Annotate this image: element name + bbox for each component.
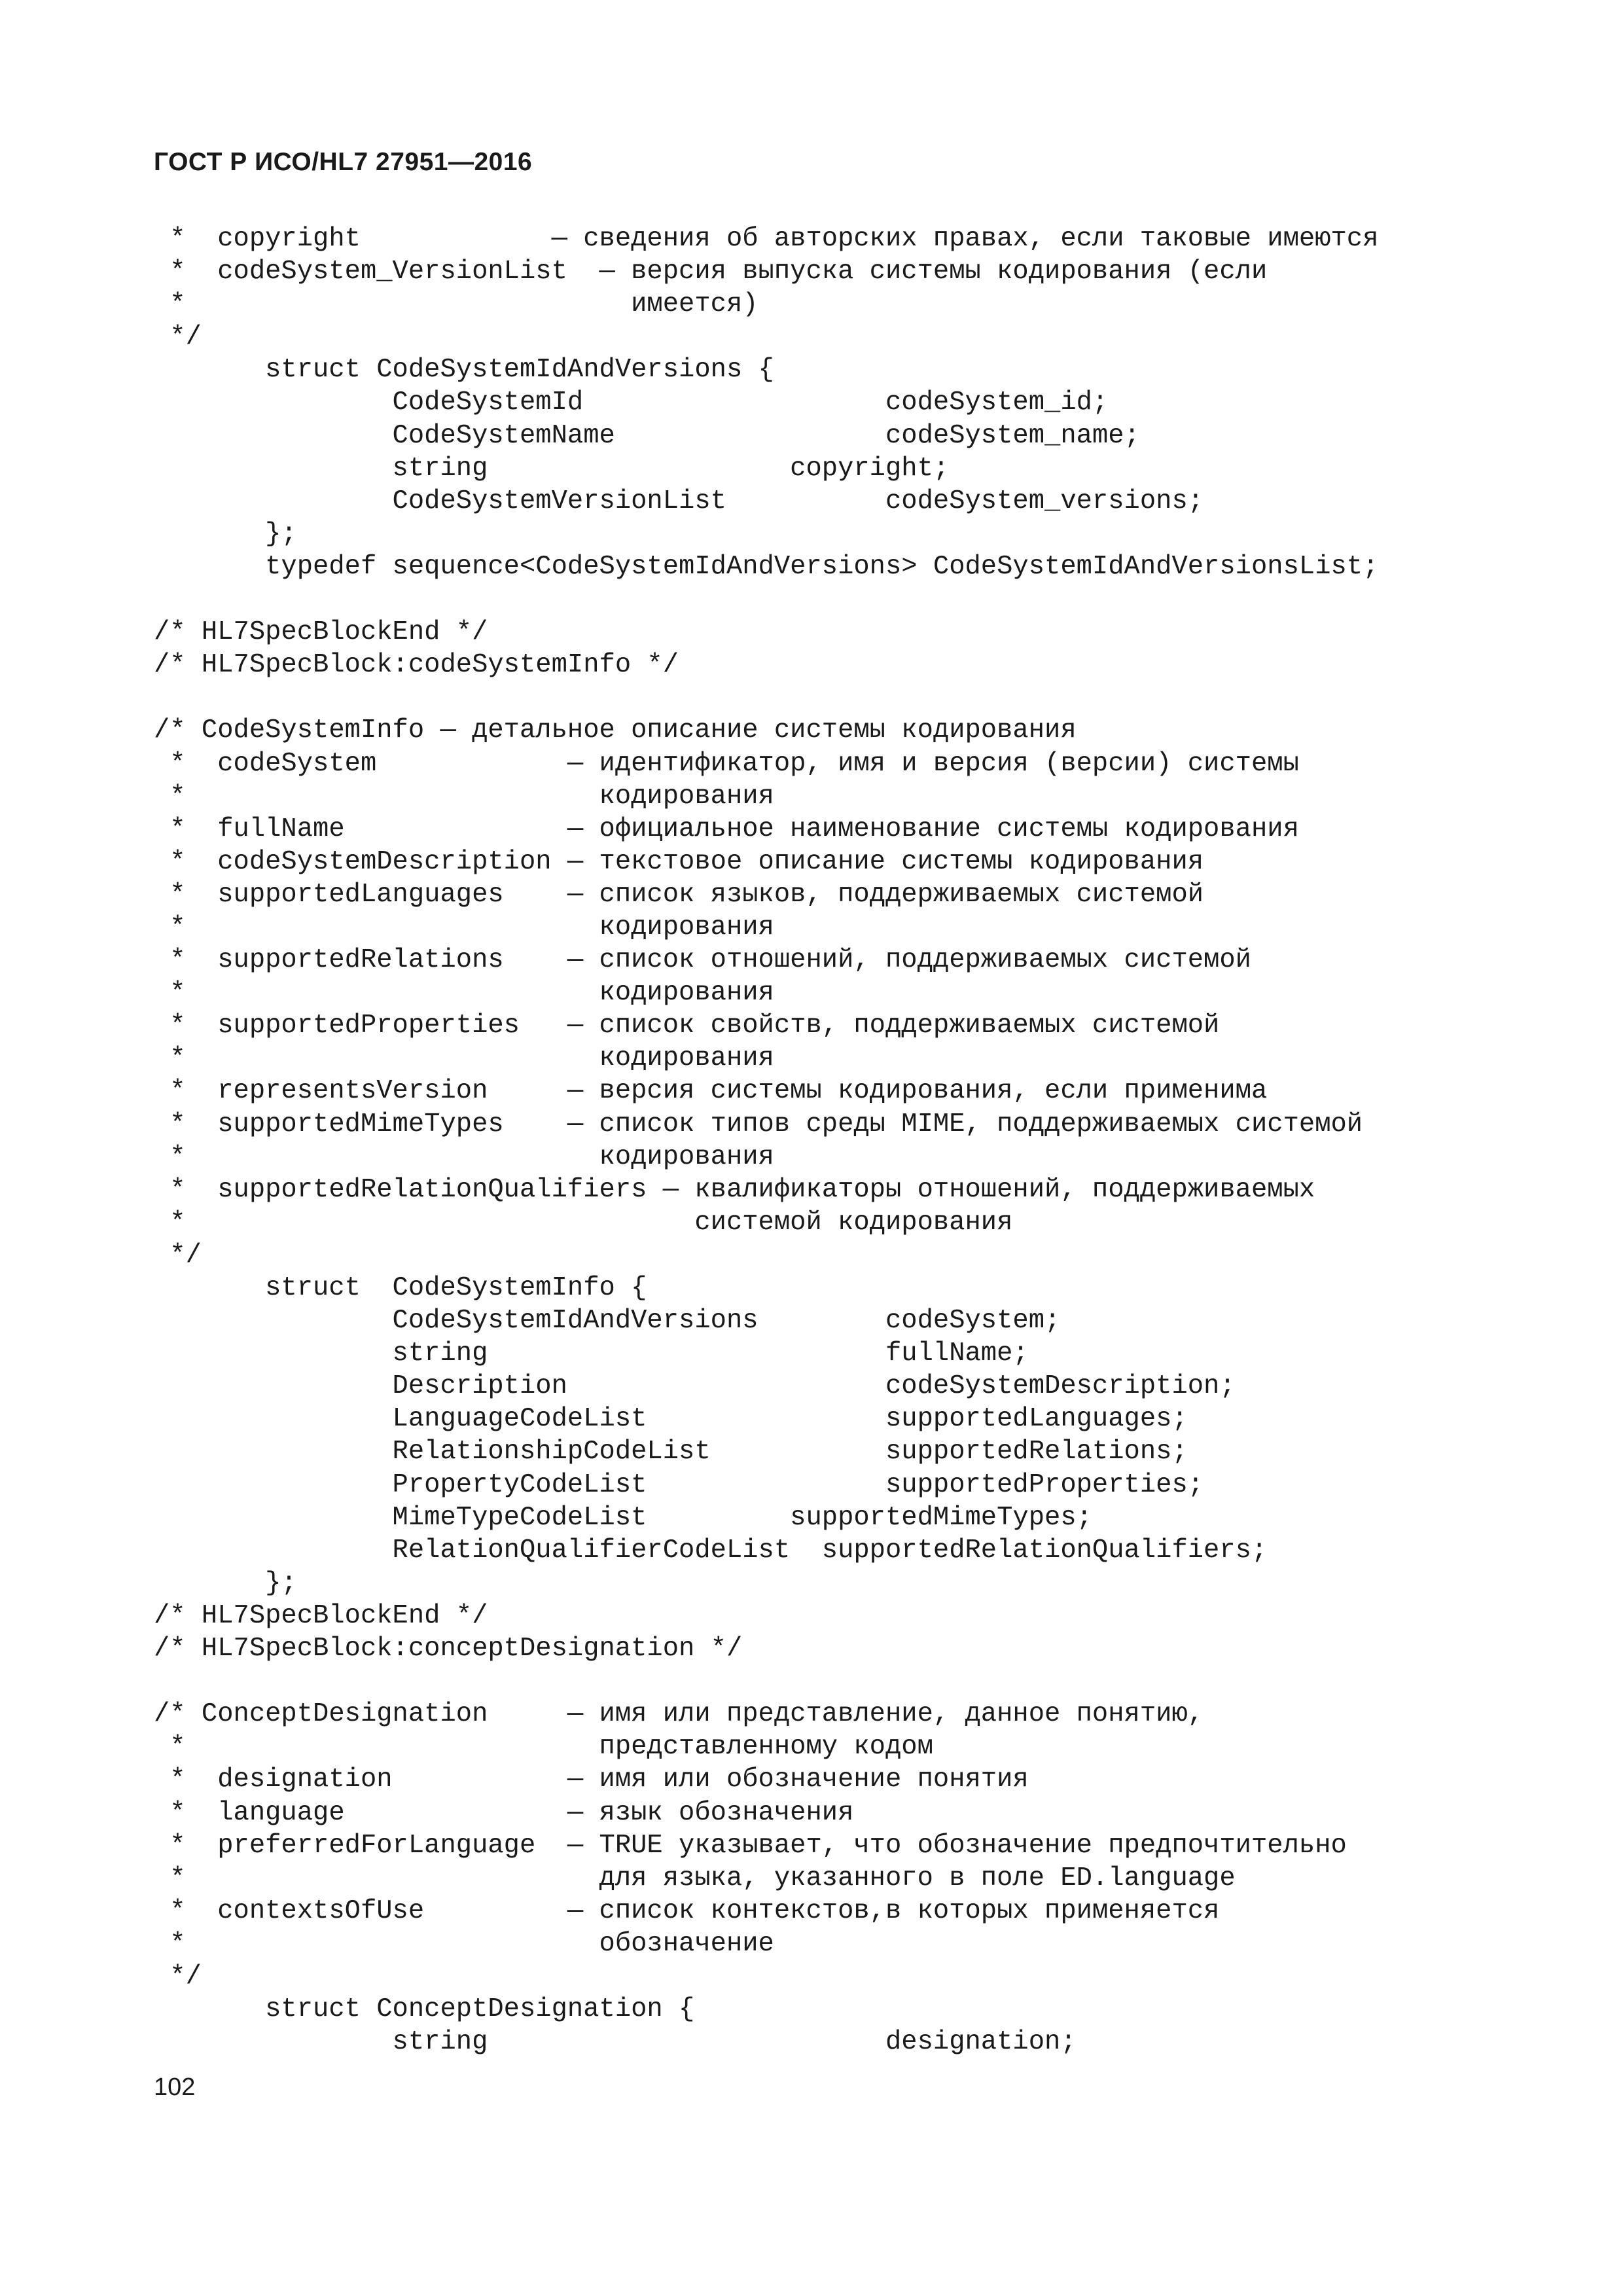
code-line: * language — язык обозначения	[154, 1797, 854, 1828]
code-line: */	[154, 1961, 202, 1992]
code-line: struct ConceptDesignation {	[154, 1994, 695, 2025]
code-line: CodeSystemIdAndVersions codeSystem;	[154, 1306, 1061, 1336]
code-line: };	[154, 518, 297, 549]
code-line: /* CodeSystemInfo — детальное описание системы кодирования	[154, 715, 1077, 746]
code-line: Description codeSystemDescription;	[154, 1371, 1236, 1402]
code-line: * fullName — официальное наименование системы кодирования	[154, 814, 1299, 844]
code-line: * codeSystemDescription — текстовое описание системы кодирования	[154, 846, 1204, 877]
code-line: RelationshipCodeList supportedRelations;	[154, 1437, 1188, 1467]
code-line: * codeSystem_VersionList — версия выпуска системы кодирования (если	[154, 257, 1268, 287]
code-line: * copyright — сведения об авторских правах, если таковые имеются	[154, 224, 1379, 254]
code-line: CodeSystemId codeSystem_id;	[154, 387, 1109, 418]
code-line: * кодирования	[154, 912, 774, 942]
code-line: * supportedProperties — список свойств, поддерживаемых системой	[154, 1011, 1220, 1041]
code-line: LanguageCodeList supportedLanguages;	[154, 1404, 1188, 1435]
code-line: string fullName;	[154, 1338, 1029, 1369]
code-line: CodeSystemVersionList codeSystem_versions;	[154, 486, 1204, 516]
code-line: string copyright;	[154, 453, 950, 484]
code-line: * кодирования	[154, 978, 774, 1009]
code-line: */	[154, 1240, 202, 1270]
code-line: * представленному кодом	[154, 1732, 933, 1763]
code-line: * preferredForLanguage — TRUE указывает, что обозначение предпочтительно	[154, 1830, 1347, 1861]
code-line: /* HL7SpecBlock:codeSystemInfo */	[154, 650, 679, 681]
code-line: };	[154, 1568, 297, 1598]
code-line: */	[154, 322, 202, 353]
code-line: * representsVersion — версия системы кодирования, если применима	[154, 1076, 1268, 1107]
code-line: /* HL7SpecBlock:conceptDesignation */	[154, 1634, 743, 1664]
code-line: string designation;	[154, 2027, 1077, 2058]
code-line: * системой кодирования	[154, 1207, 1013, 1238]
code-line: * supportedRelationQualifiers — квалификаторы отношений, поддерживаемых	[154, 1174, 1315, 1205]
code-line: MimeTypeCodeList supportedMimeTypes;	[154, 1502, 1092, 1533]
code-line: typedef sequence<CodeSystemIdAndVersions> CodeSystemIdAndVersionsList;	[154, 551, 1379, 582]
code-line: RelationQualifierCodeList supportedRelationQualifiers;	[154, 1535, 1268, 1566]
code-line: * кодирования	[154, 1043, 774, 1074]
code-line: PropertyCodeList supportedProperties;	[154, 1469, 1204, 1500]
code-line: CodeSystemName codeSystem_name;	[154, 420, 1140, 451]
code-line: * designation — имя или обозначение понятия	[154, 1765, 1029, 1795]
code-line: * supportedMimeTypes — список типов среды MIME, поддерживаемых системой	[154, 1109, 1363, 1139]
code-line: * supportedRelations — список отношений, поддерживаемых системой	[154, 945, 1251, 976]
code-line: * codeSystem — идентификатор, имя и версия (версии) системы	[154, 748, 1299, 779]
code-line: * contextsOfUse — список контекстов,в которых применяется	[154, 1895, 1220, 1926]
code-line: /* ConceptDesignation — имя или представление, данное понятию,	[154, 1699, 1204, 1730]
code-line	[154, 1665, 1378, 1698]
code-line: /* HL7SpecBlockEnd */	[154, 617, 488, 648]
page-number: 102	[154, 2073, 196, 2101]
code-line	[154, 681, 1378, 714]
code-line	[154, 583, 1378, 616]
code-line: * имеется)	[154, 289, 758, 320]
code-line: * для языка, указанного в поле ED.language	[154, 1863, 1236, 1893]
code-line: struct CodeSystemIdAndVersions {	[154, 355, 774, 386]
code-line: * кодирования	[154, 1141, 774, 1172]
code-line: * supportedLanguages — список языков, поддерживаемых системой	[154, 879, 1204, 910]
code-line: struct CodeSystemInfo {	[154, 1273, 647, 1303]
code-line: * кодирования	[154, 781, 774, 812]
document-header: ГОСТ Р ИСО/HL7 27951—2016	[154, 148, 533, 176]
code-listing	[154, 223, 1378, 2058]
code-line: * обозначение	[154, 1928, 774, 1959]
code-line: /* HL7SpecBlockEnd */	[154, 1600, 488, 1631]
